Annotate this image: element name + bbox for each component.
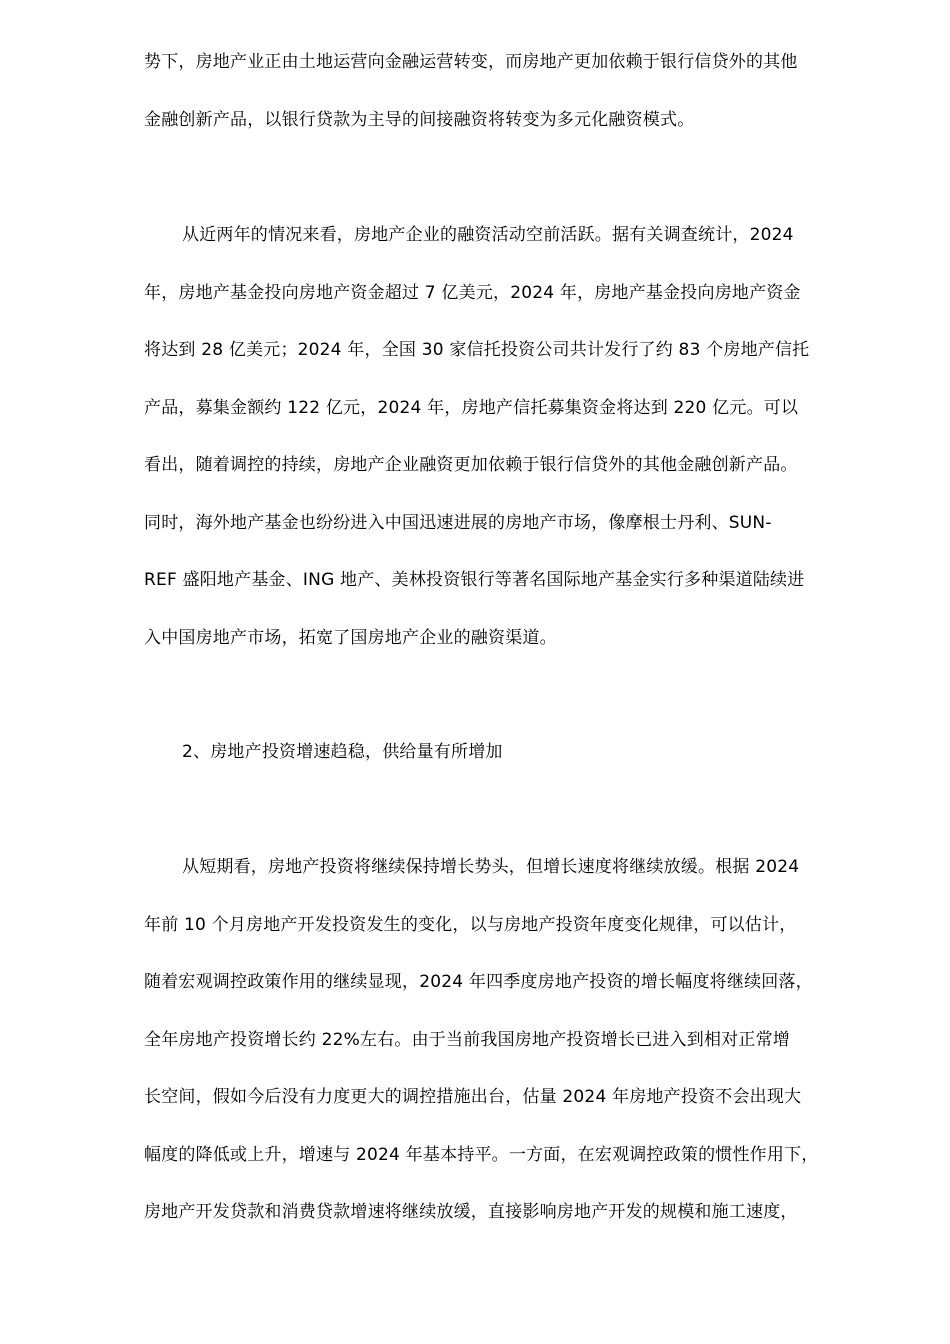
text-line: 金融创新产品，以银行贷款为主导的间接融资将转变为多元化融资模式。 — [144, 110, 695, 130]
text-line: 从短期看，房地产投资将继续保持增长势头，但增长速度将继续放缓。根据 2024 — [182, 857, 800, 877]
text-line: 同时，海外地产基金也纷纷进入中国迅速进展的房地产市场，像摩根士丹利、SUN- — [144, 513, 772, 533]
section-heading: 2、房地产投资增速趋稳，供给量有所增加 — [182, 742, 503, 762]
text-line: 房地产开发贷款和消费贷款增速将继续放缓，直接影响房地产开发的规模和施工速度， — [144, 1202, 798, 1222]
text-line: REF 盛阳地产基金、ING 地产、美林投资银行等著名国际地产基金实行多种渠道陆续进 — [144, 570, 805, 590]
text-line: 年前 10 个月房地产开发投资发生的变化，以与房地产投资年度变化规律，可以估计， — [144, 915, 797, 935]
text-line: 入中国房地产市场，拓宽了国房地产企业的融资渠道。 — [144, 628, 557, 648]
text-line: 将达到 28 亿美元；2024 年，全国 30 家信托投资公司共计发行了约 83 个房地产信托 — [144, 340, 810, 360]
text-line: 年，房地产基金投向房地产资金超过 7 亿美元，2024 年，房地产基金投向房地产资金 — [144, 283, 801, 303]
text-line: 看出，随着调控的持续，房地产企业融资更加依赖于银行信贷外的其他金融创新产品。 — [144, 455, 798, 475]
text-line: 幅度的降低或上升，增速与 2024 年基本持平。一方面，在宏观调控政策的惯性作用下， — [144, 1145, 819, 1165]
text-line: 势下，房地产业正由土地运营向金融运营转变，而房地产更加依赖于银行信贷外的其他 — [144, 52, 798, 72]
text-line: 产品，募集金额约 122 亿元，2024 年，房地产信托募集资金将达到 220 亿元。可以 — [144, 398, 799, 418]
text-line: 长空间，假如今后没有力度更大的调控措施出台，估量 2024 年房地产投资不会出现大 — [144, 1087, 802, 1107]
text-line: 随着宏观调控政策作用的继续显现，2024 年四季度房地产投资的增长幅度将继续回落， — [144, 972, 813, 992]
text-line: 从近两年的情况来看，房地产企业的融资活动空前活跃。据有关调查统计，2024 — [182, 225, 794, 245]
text-line: 全年房地产投资增长约 22%左右。由于当前我国房地产投资增长已进入到相对正常增 — [144, 1030, 790, 1050]
